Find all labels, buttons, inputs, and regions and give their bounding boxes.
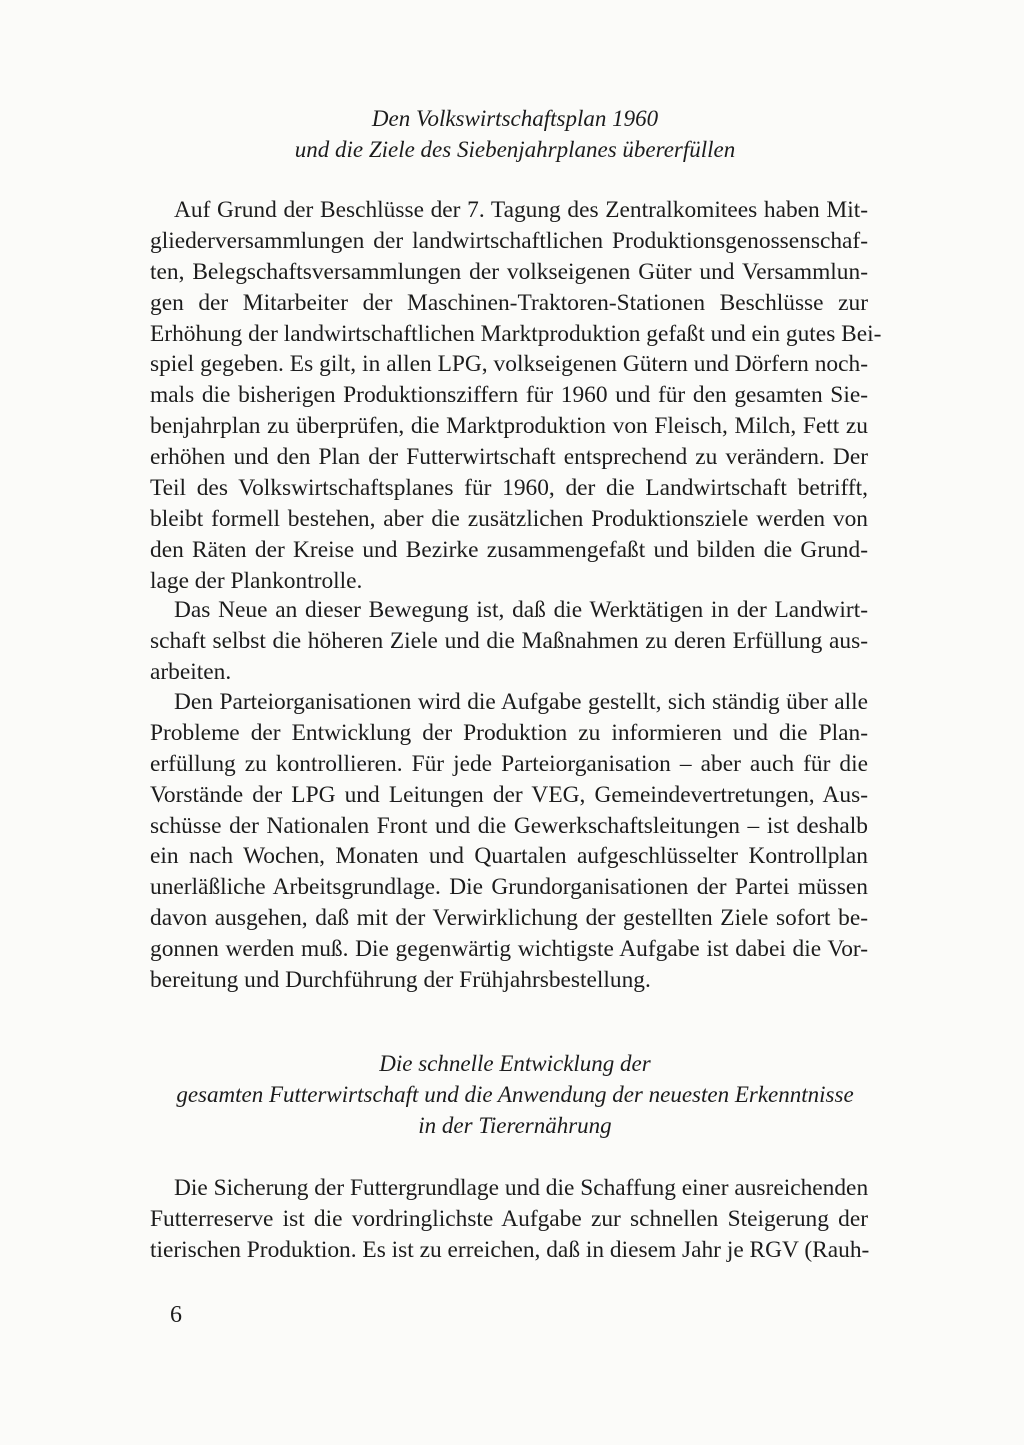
- text-line: ten, Belegschaftsversammlungen der volkseigenen Güter und Versammlun-: [150, 258, 868, 285]
- text-line: arbeiten.: [150, 658, 232, 685]
- text-line: bereitung und Durchführung der Frühjahrsbestellung.: [150, 967, 651, 994]
- text-line: unerläßliche Arbeitsgrundlage. Die Grundorganisationen der Partei müssen: [150, 874, 868, 901]
- text-line: Futterreserve ist die vordringlichste Aufgabe zur schnellen Steigerung der: [150, 1205, 868, 1232]
- text-line: Probleme der Entwicklung der Produktion zu informieren und die Plan-: [150, 719, 868, 746]
- page-number: 6: [170, 1302, 182, 1328]
- text-line: spiel gegeben. Es gilt, in allen LPG, volkseigenen Gütern und Dörfern noch-: [150, 351, 868, 378]
- text-line: Den Parteiorganisationen wird die Aufgabe gestellt, sich ständig über alle: [174, 689, 868, 715]
- section-heading-2: [150, 1048, 880, 1141]
- paragraph-1: [150, 195, 882, 597]
- text-line: gen der Mitarbeiter der Maschinen-Traktoren-Stationen Beschlüsse zur: [150, 289, 868, 316]
- heading-line: Den Volkswirtschaftsplan 1960: [371, 106, 659, 131]
- text-line: Das Neue an dieser Bewegung ist, daß die Werktätigen in der Landwirt-: [174, 597, 868, 623]
- paragraph-3: [150, 687, 868, 996]
- text-line: benjahrplan zu überprüfen, die Marktproduktion von Fleisch, Milch, Fett zu: [150, 413, 868, 440]
- text-line: erhöhen und den Plan der Futterwirtschaft entsprechend zu verändern. Der: [150, 444, 868, 471]
- text-line: Auf Grund der Beschlüsse der 7. Tagung des Zentralkomitees haben Mit-: [174, 197, 868, 223]
- text-line: davon ausgehen, daß mit der Verwirklichung der gestellten Ziele sofort be-: [150, 905, 868, 932]
- text-line: bleibt formell bestehen, aber die zusätzlichen Produktionsziele werden von: [150, 505, 868, 532]
- heading-line: Die schnelle Entwicklung der: [379, 1051, 651, 1076]
- text-line: Vorstände der LPG und Leitungen der VEG, Gemeindevertretungen, Aus-: [150, 781, 868, 808]
- section-heading-1: [150, 103, 880, 165]
- text-line: Teil des Volkswirtschaftsplanes für 1960, der die Landwirtschaft betrifft,: [150, 475, 868, 502]
- paragraph-4: [150, 1173, 868, 1266]
- text-line: mals die bisherigen Produktionsziffern für 1960 und für den gesamten Sie-: [150, 382, 868, 409]
- text-line: Die Sicherung der Futtergrundlage und die Schaffung einer ausreichenden: [174, 1175, 869, 1201]
- text-line: Erhöhung der landwirtschaftlichen Marktproduktion gefaßt und ein gutes Bei-: [150, 320, 882, 347]
- text-line: lage der Plankontrolle.: [150, 567, 363, 594]
- text-line: gliederversammlungen der landwirtschaftlichen Produktionsgenossenschaf-: [150, 227, 868, 254]
- text-line: schaft selbst die höheren Ziele und die Maßnahmen zu deren Erfüllung aus-: [150, 627, 868, 654]
- heading-line: gesamten Futterwirtschaft und die Anwendung der neuesten Erkenntnisse: [176, 1082, 854, 1107]
- text-line: erfüllung zu kontrollieren. Für jede Parteiorganisation – aber auch für die: [150, 750, 868, 777]
- text-line: tierischen Produktion. Es ist zu erreichen, daß in diesem Jahr je RGV (Rauh-: [150, 1236, 870, 1263]
- text-line: den Räten der Kreise und Bezirke zusammengefaßt und bilden die Grund-: [150, 536, 868, 563]
- text-line: gonnen werden muß. Die gegenwärtig wichtigste Aufgabe ist dabei die Vor-: [150, 936, 868, 963]
- heading-line: in der Tierernährung: [418, 1113, 612, 1138]
- paragraph-2: [150, 595, 868, 688]
- text-line: schüsse der Nationalen Front und die Gewerkschaftsleitungen – ist deshalb: [150, 812, 868, 839]
- heading-line: und die Ziele des Siebenjahrplanes übererfüllen: [294, 137, 736, 162]
- text-line: ein nach Wochen, Monaten und Quartalen aufgeschlüsselter Kontrollplan: [150, 843, 868, 870]
